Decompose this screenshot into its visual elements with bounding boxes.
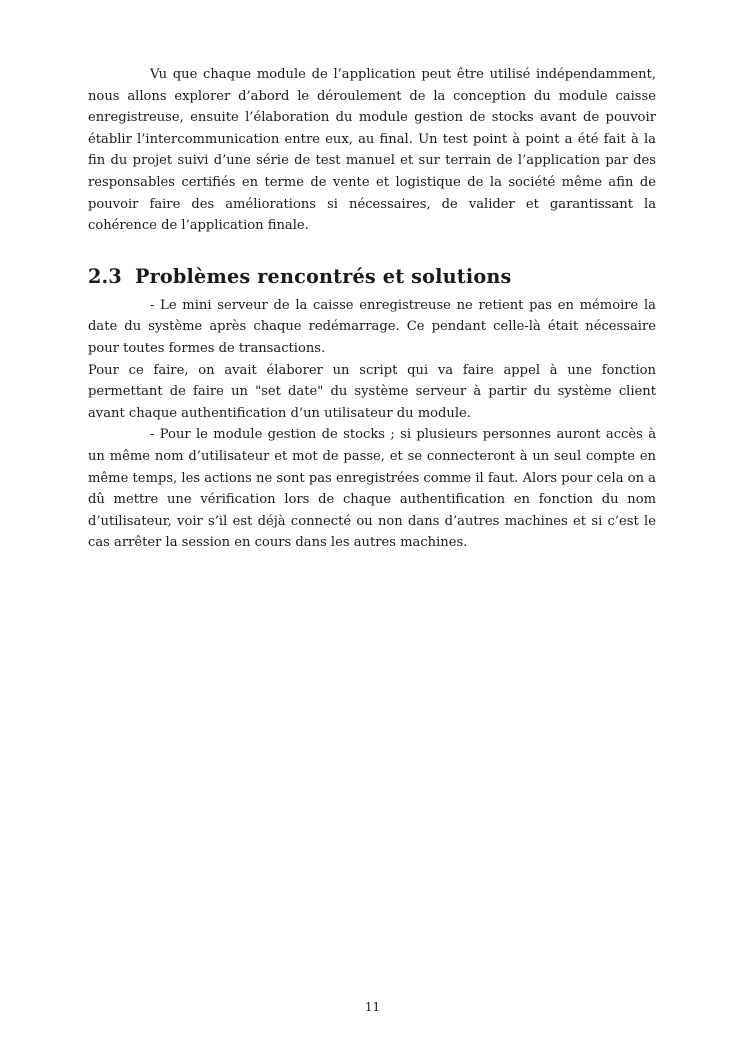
problem-2-paragraph: - Pour le module gestion de stocks ; si plusieurs personnes auront accès à un même nom d’utilisateur et mot de passe, et se connecteront à un seul compte en même temps, les actions ne sont pas enregistrées comme il faut. Alors pour cela on a dû mettre une vérification lors de chaque authentification en fonction du nom d’utilisateur, voir s’il est déjà connecté ou non dans d’autres machines et si c’est le cas arrêter la session en cours dans les autres machines. (88, 427, 656, 551)
problem-1-paragraph: - Le mini serveur de la caisse enregistreuse ne retient pas en mémoire la date du système après chaque redémarrage. Ce pendant celle-là était nécessaire pour toutes formes de transactions. (88, 297, 656, 356)
intro-paragraph: Vu que chaque module de l’application peut être utilisé indépendamment, nous allons explorer d’abord le déroulement de la conception du module caisse enregistreuse, ensuite l’élaboration du module gestion de stocks avant de pouvoir établir l’intercommunication entre eux, au final. Un test point à point a été fait à la fin du projet suivi d’une série de test manuel et sur terrain de l’application par des responsables certifiés en terme de vente et logistique de la société même afin de pouvoir faire des améliorations si nécessaires, de valider et garantissant la cohérence de l’application finale. (88, 67, 656, 234)
page-content (88, 64, 656, 554)
page-number: 11 (364, 1000, 381, 1014)
section-number: 2.3 (88, 264, 122, 288)
solution-1-paragraph: Pour ce faire, on avait élaborer un script qui va faire appel à une fonction permettant de faire un "set date" du système serveur à partir du système client avant chaque authentification d’un utilisateur du module. (88, 362, 656, 421)
section-heading (88, 263, 656, 291)
section-title: Problèmes rencontrés et solutions (135, 264, 512, 288)
